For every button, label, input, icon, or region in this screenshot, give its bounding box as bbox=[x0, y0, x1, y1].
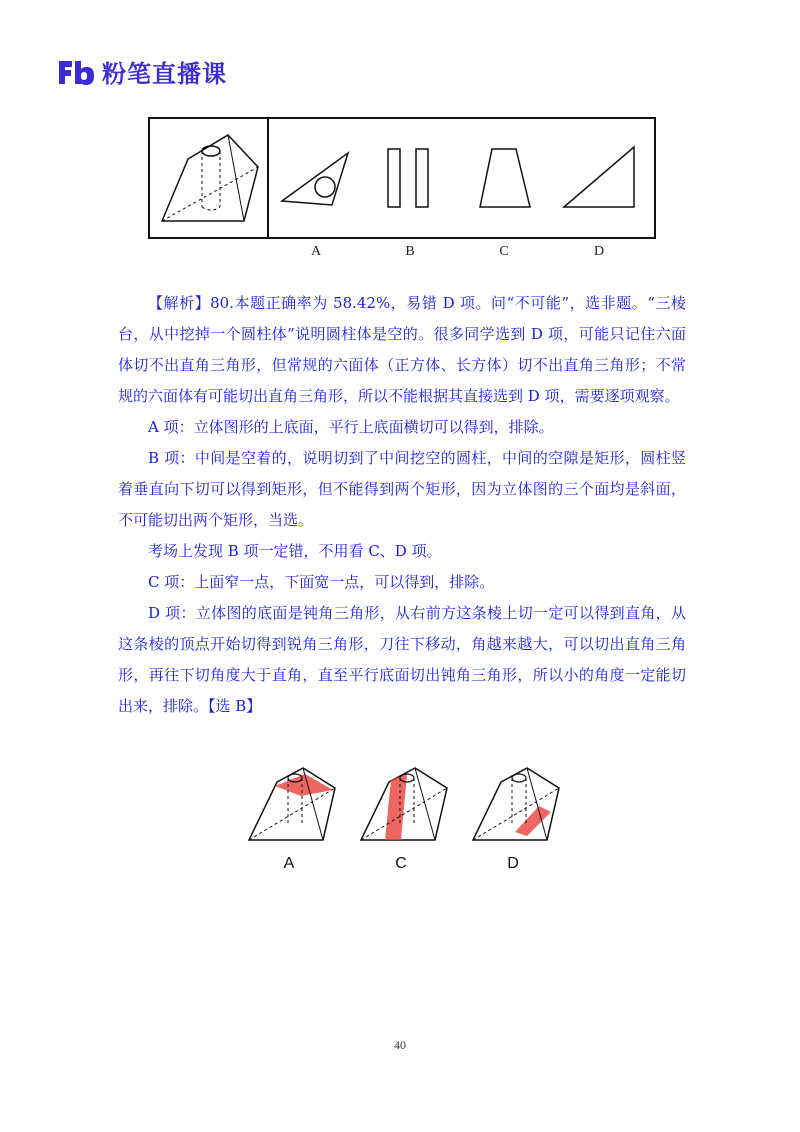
solid-c-label: C bbox=[395, 855, 407, 872]
cut-a-highlight bbox=[275, 774, 333, 796]
option-a-shape bbox=[282, 153, 348, 205]
analysis-paragraph: C 项：上面窄一点，下面宽一点，可以得到，排除。 bbox=[148, 573, 495, 591]
cut-d-highlight bbox=[515, 806, 551, 836]
question-figure bbox=[148, 117, 656, 239]
fb-logo-icon bbox=[56, 57, 96, 87]
solid-d-label: D bbox=[507, 855, 519, 872]
solid-d bbox=[473, 768, 559, 840]
analysis-paragraph: A 项：立体图形的上底面，平行上底面横切可以得到，排除。 bbox=[148, 418, 554, 436]
brand-logo bbox=[56, 54, 227, 89]
solid-a bbox=[249, 768, 335, 840]
option-label-c: C bbox=[499, 244, 509, 259]
option-b-shape bbox=[388, 149, 428, 207]
option-label-b: B bbox=[405, 244, 415, 259]
analysis-paragraph: 考场上发现 B 项一定错，不用看 C、D 项。 bbox=[148, 542, 442, 560]
option-label-d: D bbox=[593, 244, 605, 259]
analysis-text bbox=[118, 288, 686, 722]
analysis-paragraph: B 项：中间是空着的，说明切到了中间挖空的圆柱，中间的空隙是矩形，圆柱竖着垂直向下切可以得到矩形，但不能得到两个矩形，因为立体图的三个面均是斜面，不可能切出两个矩形，当选。 bbox=[118, 449, 686, 529]
page-number: 40 bbox=[394, 1038, 406, 1052]
cut-illustration-figure bbox=[245, 766, 565, 876]
option-label-a: A bbox=[310, 244, 322, 259]
option-labels bbox=[0, 244, 800, 264]
brand-name: 粉笔直播课 bbox=[102, 60, 227, 88]
analysis-paragraph: D 项：立体图的底面是钝角三角形，从右前方这条棱上切一定可以得到直角，从这条棱的顶点开始切得到锐角三角形，刀往下移动，角越来越大，可以切出直角三角形，再往下切角度大于直角，直至平行底面切出钝角三角形，所以小的角度一定能切出来，排除。【选 B】 bbox=[118, 604, 686, 715]
solid-a-label: A bbox=[283, 855, 295, 872]
option-c-shape bbox=[480, 149, 530, 207]
frustum-solid bbox=[162, 135, 258, 221]
solid-c bbox=[361, 768, 447, 840]
option-d-shape bbox=[564, 147, 634, 207]
analysis-paragraph: 【解析】80.本题正确率为 58.42%，易错 D 项。问“不可能”，选非题。“三棱台，从中挖掉一个圆柱体”说明圆柱体是空的。很多同学选到 D 项，可能只记住六面体切不出直角三角形，但常规的六面体（正方体、长方体）切不出直角三角形；不常规的六面体有可能切出直角三角形，所以不能根据其直接选到 D 项，需要逐项观察。 bbox=[118, 294, 686, 405]
